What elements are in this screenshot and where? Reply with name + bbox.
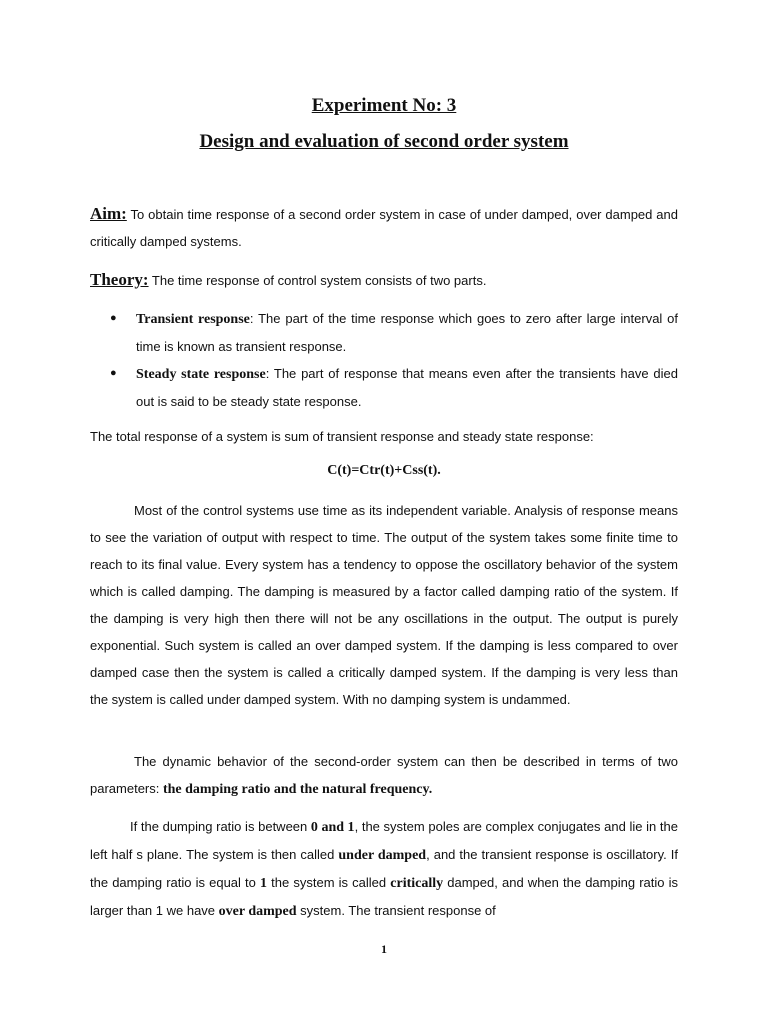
bullet-term: Transient response: [136, 312, 250, 327]
bullet-text: : The part of the time response which goes to zero after large interval of time is known as transient response.: [136, 311, 679, 354]
aim-text: To obtain time response of a second order system in case of under damped, over damped and critically damped systems.: [90, 207, 678, 249]
paragraph-text: damped, and when the damping ratio is larger than 1 we have: [90, 875, 679, 918]
paragraph-text: If the dumping ratio is between: [130, 819, 311, 834]
paragraph-dynamic-behavior: [90, 748, 678, 803]
total-response-text: The total response of a system is sum of transient response and steady state response:: [90, 429, 594, 444]
paragraph-damping: Most of the control systems use time as its independent variable. Analysis of response means to see the variation of output with respect to time. The output of the system takes some finite time to reach to its final value. Every system has a tendency to oppose the oscillatory behavior of the system which is called damping. The damping is measured by a factor called damping ratio of the system. If the damping is very high then there will not be any oscillations in the output. The output is purely exponential. Such system is called an over damped system. If the damping is less compared to over damped case then the system is called a critically damped system. If the damping is very less than the system is called under damped system. With no damping system is undammed.: [90, 503, 678, 707]
paragraph-text: system. The transient response of: [296, 903, 496, 918]
paragraph-text: The dynamic behavior of the second-order system can then be described in terms of two parameters:: [90, 754, 678, 796]
response-formula: C(t)=Ctr(t)+Css(t).: [327, 463, 441, 478]
list-item: [110, 305, 678, 360]
aim-section: [90, 200, 678, 255]
bullet-term: Steady state response: [136, 367, 266, 382]
paragraph-bold: the damping ratio and the natural frequency.: [162, 782, 433, 797]
paragraph-bold: under damped: [338, 848, 427, 863]
bullet-icon: ●: [110, 367, 117, 379]
paragraph-bold: 0 and 1: [310, 820, 355, 835]
bullet-icon: ●: [110, 312, 117, 324]
paragraph-damping-ratio: [90, 813, 678, 925]
page-number: 1: [381, 942, 387, 956]
theory-label: Theory:: [90, 270, 149, 289]
page-subtitle: Design and evaluation of second order system: [199, 131, 569, 152]
paragraph-text: , the system poles are complex conjugates and lie in the left half s plane. The system is then called: [90, 819, 678, 862]
paragraph-text: , and the transient response is oscillatory. If the damping ratio is equal to: [90, 847, 678, 890]
theory-text: The time response of control system consists of two parts.: [148, 273, 487, 288]
list-item: [110, 360, 678, 415]
paragraph-bold: 1: [260, 876, 268, 891]
paragraph-bold: over damped: [218, 904, 297, 919]
theory-section: [90, 266, 678, 294]
aim-label: Aim:: [90, 204, 127, 223]
paragraph-text: the system is called: [267, 875, 391, 890]
paragraph-bold: critically: [390, 876, 444, 891]
bullet-text: : The part of response that means even after the transients have died out is said to be steady state response.: [136, 366, 678, 409]
theory-bullet-list: [110, 305, 678, 415]
page-title: Experiment No: 3: [311, 95, 457, 116]
